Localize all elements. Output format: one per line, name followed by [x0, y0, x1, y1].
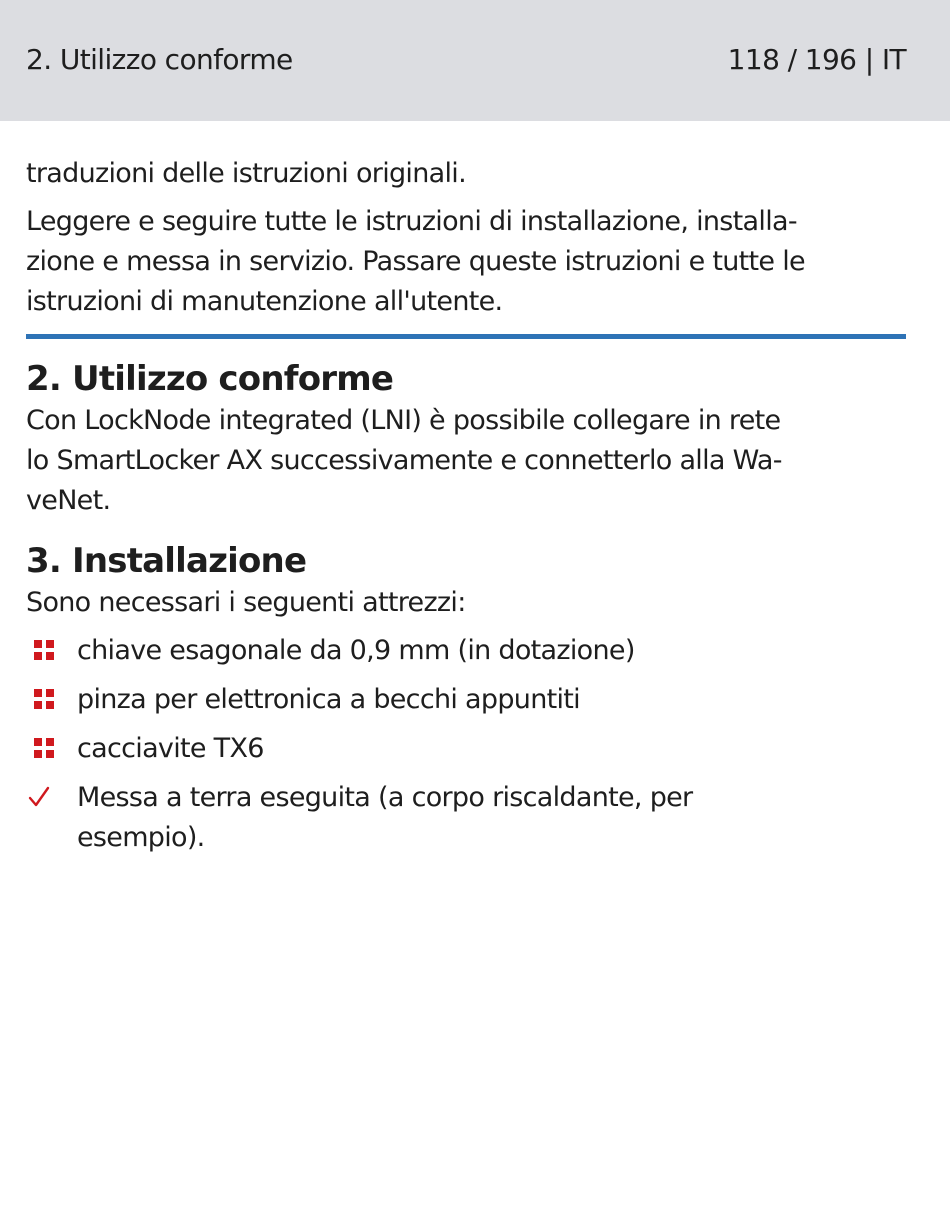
red-grid-bullet-icon	[34, 689, 54, 709]
page-content	[26, 154, 906, 858]
section-2-line-3: veNet.	[26, 485, 111, 516]
intro-paragraph	[26, 202, 906, 322]
list-item-text: chiave esagonale da 0,9 mm (in dotazione)	[77, 635, 635, 666]
list-item-text: pinza per elettronica a becchi appuntiti	[77, 684, 580, 715]
list-item-text: cacciavite TX6	[77, 733, 264, 764]
header-section-title: 2. Utilizzo conforme	[26, 43, 293, 76]
red-checkmark-icon	[28, 784, 50, 810]
prerequisite-item	[26, 778, 906, 858]
list-item	[26, 631, 906, 671]
list-item	[26, 680, 906, 720]
intro-paragraph-line-2: zione e messa in servizio. Passare queste istruzioni e tutte le	[26, 246, 805, 277]
red-grid-bullet-icon	[34, 640, 54, 660]
intro-paragraph-line-3: istruzioni di manutenzione all'utente.	[26, 286, 503, 317]
section-2-heading: 2. Utilizzo conforme	[26, 359, 394, 399]
section-divider	[26, 334, 906, 339]
tools-list	[26, 631, 906, 769]
list-item	[26, 729, 906, 769]
prerequisite-line-2: esempio).	[77, 822, 205, 853]
section-2-line-2: lo SmartLocker AX successivamente e connetterlo alla Wa-	[26, 445, 782, 476]
page-header	[0, 0, 950, 121]
prerequisite-line-1: Messa a terra eseguita (a corpo riscaldante, per	[77, 782, 693, 813]
intro-line: traduzioni delle istruzioni originali.	[26, 158, 466, 189]
intro-paragraph-line-1: Leggere e seguire tutte le istruzioni di installazione, installa-	[26, 206, 797, 237]
red-grid-bullet-icon	[34, 738, 54, 758]
section-3-heading: 3. Installazione	[26, 541, 307, 581]
tools-intro: Sono necessari i seguenti attrezzi:	[26, 587, 466, 618]
header-page-info: 118 / 196 | IT	[727, 43, 906, 76]
section-2-line-1: Con LockNode integrated (LNI) è possibile collegare in rete	[26, 405, 781, 436]
